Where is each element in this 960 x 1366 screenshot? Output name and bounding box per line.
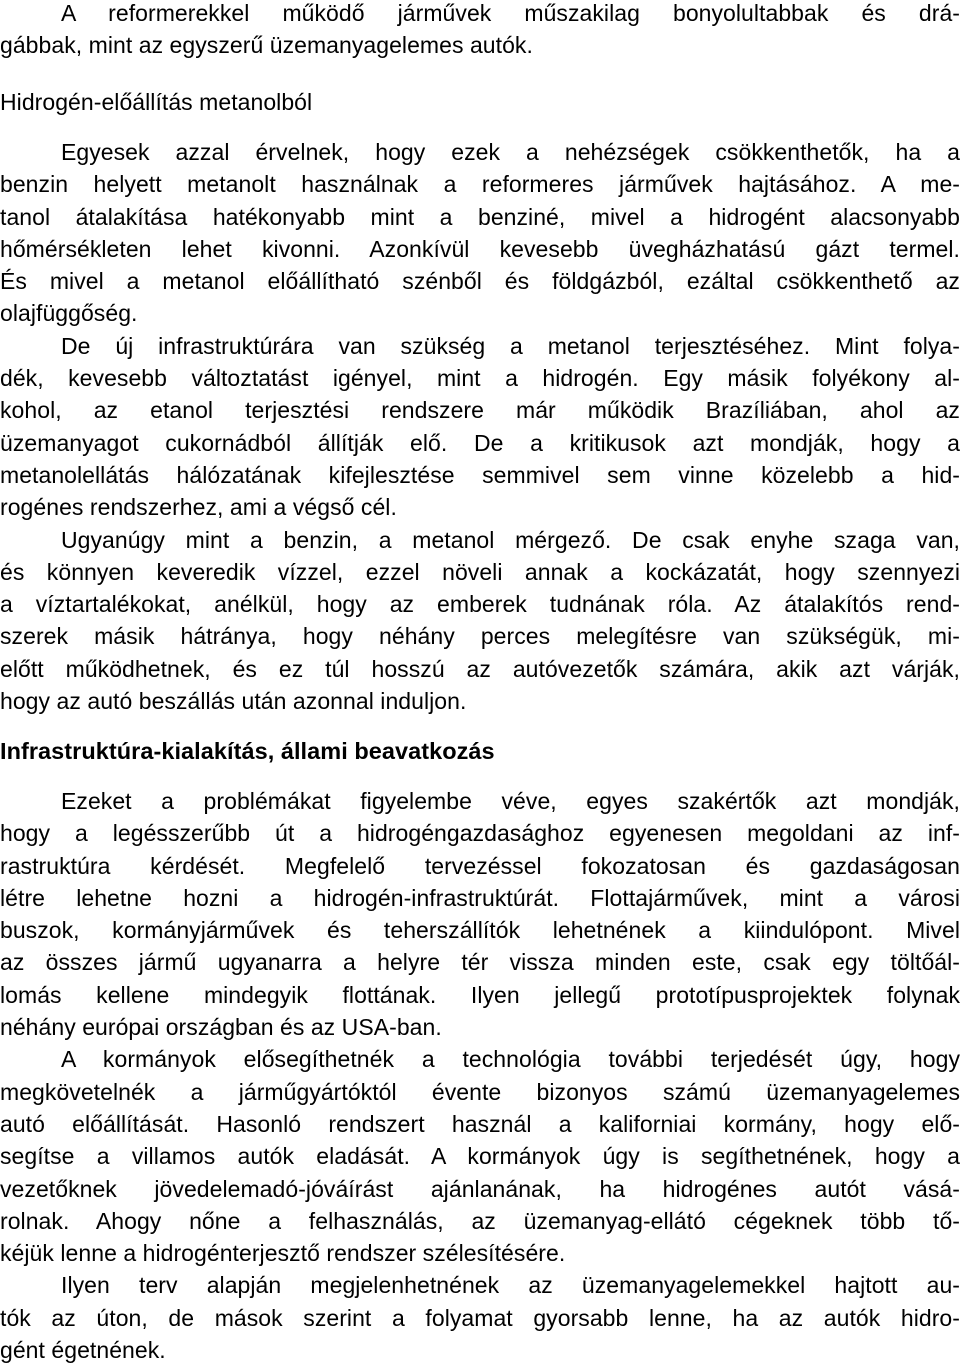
text-line: olajfüggőség. — [0, 300, 138, 327]
text-line: És mivel a metanol előállítható szénből és földgázból, ezáltal csökkenthető az — [0, 268, 960, 295]
text-line: buszok, kormányjárművek és teherszállítók lehetnének a kiindulópont. Mivel — [0, 917, 960, 944]
text-line: segítse a villamos autók eladását. A kormányok úgy is segíthetnének, hogy a — [0, 1143, 960, 1170]
section-heading: Infrastruktúra-kialakítás, állami beavatkozás — [0, 738, 495, 764]
intro-paragraph — [0, 0, 960, 62]
text-line: autó előállítását. Hasonló rendszert használ a kaliforniai kormány, hogy elő- — [0, 1110, 960, 1137]
text-line: tanol átalakítása hatékonyabb mint a benziné, mivel a hidrogént alacsonyabb — [0, 203, 960, 230]
paragraph — [0, 785, 960, 1366]
text-line: rogénes rendszerhez, ami a végső cél. — [0, 494, 397, 521]
section-heading: Hidrogén-előállítás metanolból — [0, 89, 313, 115]
text-line: néhány európai országban és az USA-ban. — [0, 1014, 442, 1041]
text-line: De új infrastruktúrára van szükség a metanol terjesztéséhez. Mint folya- — [61, 332, 960, 359]
text-line: Egyesek azzal érvelnek, hogy ezek a nehézségek csökkenthetők, ha a — [61, 139, 960, 165]
text-line: a víztartalékokat, anélkül, hogy az emberek tudnának róla. Az átalakítós rend- — [0, 591, 960, 618]
text-line: létre lehetne hozni a hidrogén-infrastruktúrát. Flottajárművek, mint a városi — [0, 884, 960, 911]
text-line: megkövetelnék a járműgyártóktól évente bizonyos számú üzemanyagelemes — [0, 1078, 960, 1105]
text-line: gént égetnének. — [0, 1337, 166, 1364]
text-line: lomás kellene mindegyik flottának. Ilyen jellegű prototípusprojektek folynak — [0, 981, 960, 1008]
text-line: metanolellátás hálózatának kifejlesztése semmivel sem vinne közelebb a hid- — [0, 461, 960, 488]
section-heading-metanol — [0, 86, 960, 118]
text-line: kéjük lenne a hidrogénterjesztő rendszer szélesítésére. — [0, 1240, 566, 1267]
text-line: dék, kevesebb változtatást igényel, mint a hidrogén. Egy másik folyékony al- — [0, 365, 960, 392]
text-line: Ezeket a problémákat figyelembe véve, egyes szakértők azt mondják, — [61, 788, 960, 814]
text-line: tók az úton, de mások szerint a folyamat gyorsabb lenne, ha az autók hidro- — [0, 1304, 960, 1331]
text-line: hogy az autó beszállás után azonnal induljon. — [0, 688, 467, 715]
text-line: A reformerekkel működő járművek műszakilag bonyolultabbak és drá- — [61, 0, 960, 26]
text-line: vezetőknek jövedelemadó-jóváírást ajánlanának, ha hidrogénes autót vásá- — [0, 1175, 960, 1202]
text-line: hogy a legésszerűbb út a hidrogéngazdasághoz egyenesen megoldani az inf- — [0, 820, 960, 847]
text-line: Ugyanúgy mint a benzin, a metanol mérgező. De csak enyhe szaga van, — [61, 526, 960, 553]
text-line: üzemanyagot cukornádból állítják elő. De a kritikusok azt mondják, hogy a — [0, 429, 960, 456]
text-line: szerek másik hátránya, hogy néhány perces melegítésre van szükségük, mi- — [0, 623, 960, 650]
text-line: kohol, az etanol terjesztési rendszere már működik Brazíliában, ahol az — [0, 397, 960, 424]
text-line: benzin helyett metanolt használnak a reformeres járművek hajtásához. A me- — [0, 171, 960, 198]
section-heading-infrastruktura — [0, 735, 960, 767]
text-line: és könnyen keveredik vízzel, ezzel növeli annak a kockázatát, hogy szennyezi — [0, 558, 960, 585]
text-line: rastruktúra kérdését. Megfelelő tervezéssel fokozatosan és gazdaságosan — [0, 852, 960, 879]
text-line: Ilyen terv alapján megjelenhetnének az üzemanyagelemekkel hajtott au- — [61, 1272, 960, 1299]
text-line: az összes jármű ugyanarra a helyre tér vissza minden este, csak egy töltőál- — [0, 949, 960, 976]
text-line: rolnak. Ahogy nőne a felhasználás, az üzemanyag-ellátó cégeknek több tő- — [0, 1207, 960, 1234]
text-line: gábbak, mint az egyszerű üzemanyagelemes autók. — [0, 32, 533, 59]
text-line: hőmérsékleten lehet kivonni. Azonkívül kevesebb üvegházhatású gázt termel. — [0, 235, 960, 262]
text-line: A kormányok elősegíthetnék a technológia további terjedését úgy, hogy — [61, 1046, 960, 1073]
paragraph — [0, 136, 960, 717]
text-line: előtt működhetnek, és ez túl hosszú az autóvezetők számára, akik azt várják, — [0, 655, 960, 682]
